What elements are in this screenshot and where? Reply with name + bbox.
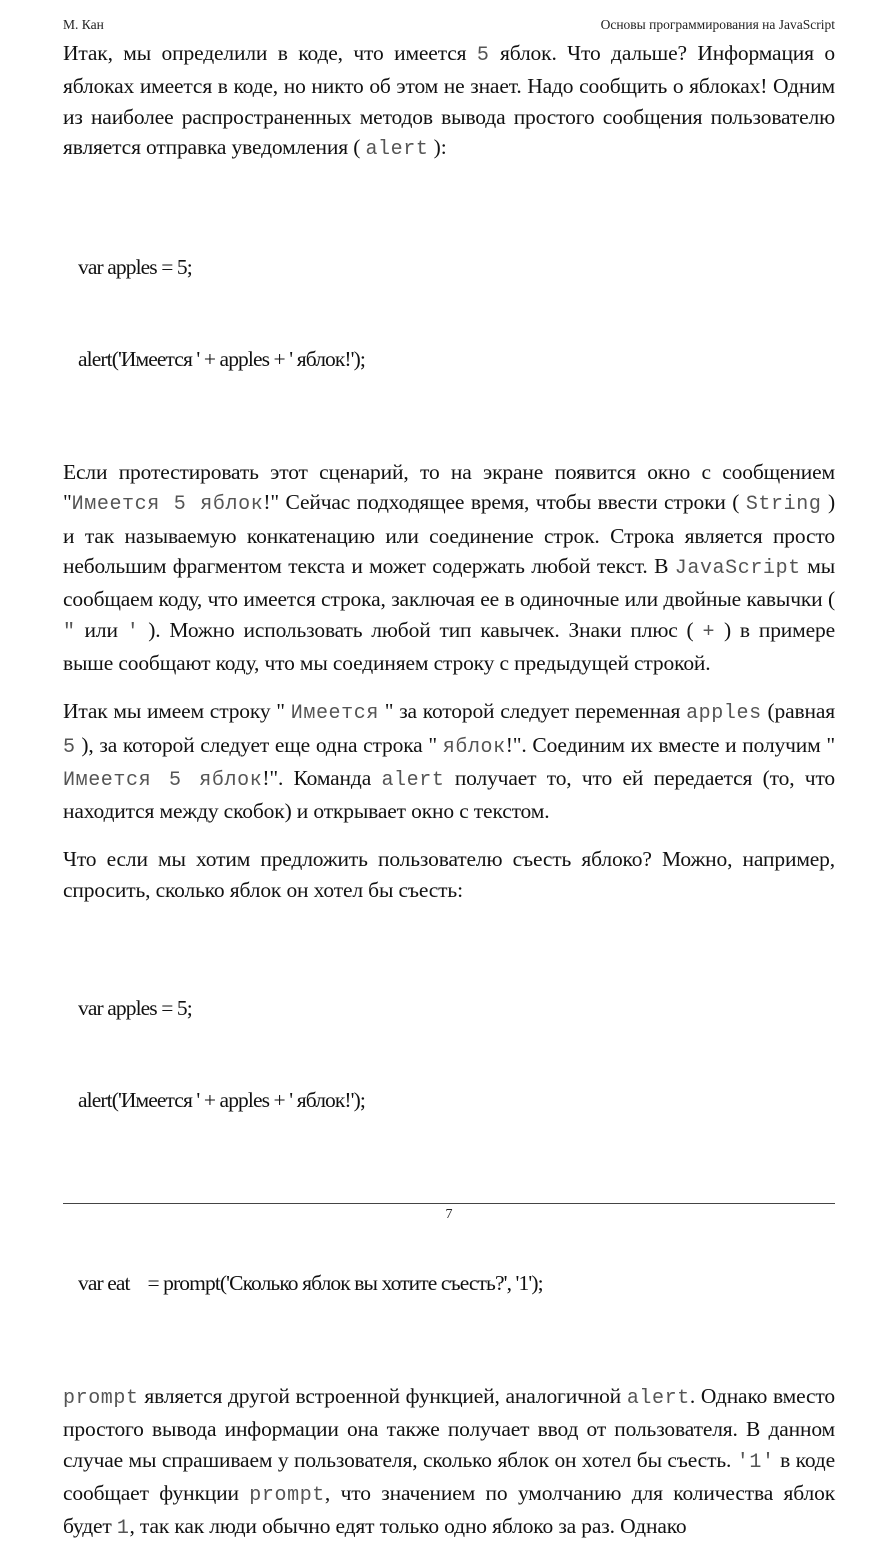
code-line: alert('Имеется ' + apples + ' яблок!'); <box>78 1087 365 1112</box>
inline-code: 5 <box>476 44 490 67</box>
paragraph-strings: Если протестировать этот сценарий, то на экране появится окно с сообщением "Имеется 5 яблок!" Сейчас подходящее время, чтобы ввести строки ( String ) и так называемую конкатенацию или соединение строк. Строка является просто небольшим фрагментом текста и может содержать любой текст. В JavaScript мы сообщаем коду, что имеется строка, заключая ее в одиночные или двойные кавычки ( " или ' ). Можно использовать любой тип кавычек. Знаки плюс ( + ) в примере выше сообщают коду, что мы соединяем строку с предыдущей строкой. <box>63 460 836 675</box>
header-author: М. Кан <box>63 17 104 32</box>
inline-code: яблок <box>442 735 506 759</box>
code-line: alert('Имеется ' + apples + ' яблок!'); <box>78 346 365 371</box>
page-number: 7 <box>445 1207 453 1222</box>
code-blank-line <box>78 1176 835 1207</box>
inline-code: 1 <box>116 1517 130 1541</box>
inline-code: 5 <box>63 735 76 759</box>
inline-code: + <box>702 620 716 644</box>
paragraph-concatenation: Итак мы имеем строку " Имеется " за которой следует переменная apples (равная 5 ), за которой следует еще одна строка " яблок!". Соединим их вместе и получим " Имеется 5 яблок!". Команда alert получает то, что ей передается (то, что находится между скобок) и открывает окно с текстом. <box>63 699 836 824</box>
footer-divider <box>63 1203 835 1204</box>
inline-code: '1' <box>736 1450 775 1474</box>
code-block-prompt <box>63 932 835 1359</box>
inline-code: Имеется 5 яблок <box>63 768 263 792</box>
paragraph-apples-intro: Итак, мы определили в коде, что имеется 5 яблок. Что дальше? Информация о яблоках имеется в коде, но никто об этом не знает. Надо сообщить о яблоках! Одним из наиболее распространенных методов вывода простого сообщения пользователю является отправка уведомления ( alert ): <box>63 41 836 161</box>
inline-code: " <box>63 620 76 644</box>
paragraph-eat-question: Что если мы хотим предложить пользователю съесть яблоко? Можно, например, спросить, сколько яблок он хотел бы съесть: <box>63 847 835 902</box>
inline-code: alert <box>381 768 445 792</box>
code-line: var apples = 5; <box>78 255 192 280</box>
header-book-title: Основы программирования на JavaScript <box>600 17 835 32</box>
inline-code: ' <box>126 620 140 644</box>
document-page <box>63 0 836 1541</box>
code-block-alert <box>63 191 835 435</box>
inline-code: prompt <box>63 1387 139 1411</box>
document-body <box>63 38 835 1545</box>
inline-code: JavaScript <box>674 557 801 581</box>
inline-code: Имеется 5 яблок <box>71 493 264 517</box>
inline-code: String <box>745 493 822 517</box>
inline-code: prompt <box>249 1483 325 1507</box>
inline-code: alert <box>365 137 429 161</box>
code-line: var eat = prompt('Сколько яблок вы хотите съесть?', '1'); <box>78 1270 543 1295</box>
code-line: var apples = 5; <box>78 996 192 1021</box>
inline-code: alert <box>626 1387 690 1411</box>
paragraph-prompt: prompt является другой встроенной функцией, аналогичной alert. Однако вместо простого вывода информации она также получает ввод от пользователя. В данном случае мы спрашиваем у пользователя, сколько яблок он хотел бы съесть. '1' в коде сообщает функции prompt, что значением по умолчанию для количества яблок будет 1, так как люди обычно едят только одно яблоко за раз. Однако <box>63 1384 835 1541</box>
inline-code: Имеется <box>290 702 379 726</box>
inline-code: apples <box>686 702 762 726</box>
